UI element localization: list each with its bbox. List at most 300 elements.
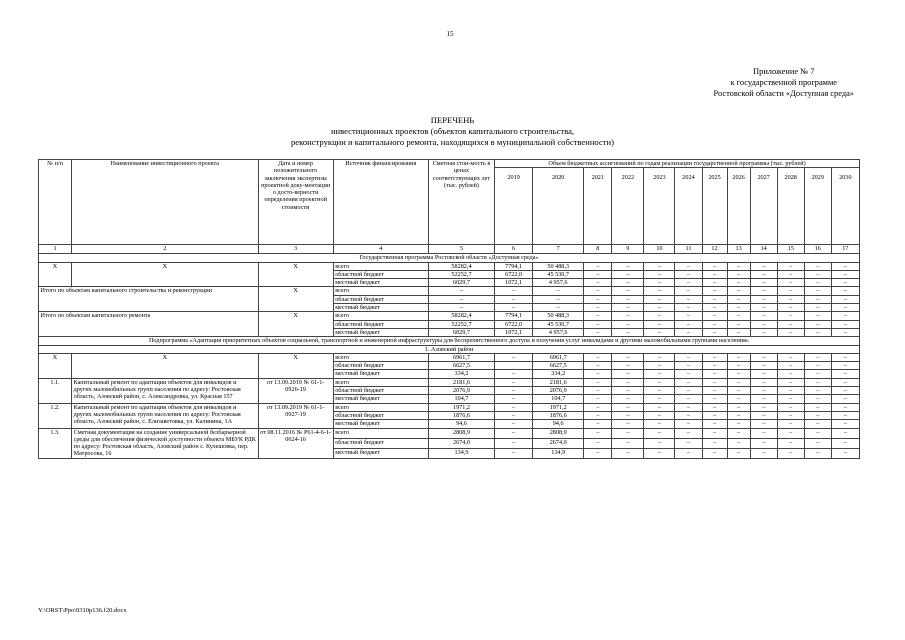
- year-empty-value: –: [675, 304, 702, 312]
- project-row: [39, 428, 860, 438]
- year-2019-value: 6722,0: [495, 320, 533, 328]
- funding-source: всего: [333, 312, 428, 320]
- year-empty-value: –: [804, 328, 831, 336]
- year-empty-value: –: [750, 328, 777, 336]
- year-empty-value: –: [777, 411, 804, 419]
- year-empty-value: –: [584, 411, 612, 419]
- year-empty-value: –: [584, 304, 612, 312]
- year-empty-value: –: [584, 428, 612, 438]
- year-2020-value: 94,6: [533, 420, 584, 428]
- year-empty-value: –: [804, 403, 831, 411]
- year-empty-value: –: [702, 438, 727, 448]
- header-year: 2029: [804, 168, 831, 245]
- year-empty-value: –: [584, 395, 612, 403]
- year-empty-value: –: [612, 270, 644, 278]
- year-empty-value: –: [702, 411, 727, 419]
- funding-source: всего: [333, 428, 428, 438]
- year-empty-value: –: [702, 370, 727, 378]
- year-empty-value: –: [750, 395, 777, 403]
- year-empty-value: –: [831, 395, 859, 403]
- funding-source: областной бюджет: [333, 387, 428, 395]
- year-2019-value: –: [495, 448, 533, 458]
- year-empty-value: –: [702, 320, 727, 328]
- year-empty-value: –: [750, 378, 777, 386]
- column-number: 15: [777, 245, 804, 254]
- year-empty-value: –: [612, 403, 644, 411]
- year-2020-value: 134,9: [533, 448, 584, 458]
- cost-value: 2181,6: [428, 378, 494, 386]
- funding-source: всего: [333, 403, 428, 411]
- year-empty-value: –: [750, 353, 777, 361]
- year-empty-value: –: [702, 448, 727, 458]
- year-empty-value: –: [777, 353, 804, 361]
- column-number: 3: [258, 245, 333, 254]
- column-numbers-row: [39, 245, 860, 254]
- year-empty-value: –: [675, 411, 702, 419]
- year-empty-value: –: [644, 287, 675, 295]
- year-empty-value: –: [804, 270, 831, 278]
- year-empty-value: –: [727, 287, 750, 295]
- funding-source: областной бюджет: [333, 270, 428, 278]
- year-empty-value: –: [702, 428, 727, 438]
- header-year: 2030: [831, 168, 859, 245]
- year-empty-value: –: [727, 353, 750, 361]
- year-empty-value: –: [804, 320, 831, 328]
- project-num: 1.1.: [39, 378, 72, 403]
- year-empty-value: –: [750, 420, 777, 428]
- year-empty-value: –: [750, 312, 777, 320]
- header-year: 2026: [727, 168, 750, 245]
- year-empty-value: –: [831, 403, 859, 411]
- funding-source: областной бюджет: [333, 411, 428, 419]
- year-2020-value: 2076,9: [533, 387, 584, 395]
- year-empty-value: –: [612, 438, 644, 448]
- year-empty-value: –: [644, 279, 675, 287]
- year-empty-value: –: [702, 387, 727, 395]
- header-name: Наименование инвестиционного проекта: [72, 160, 258, 245]
- funding-source: областной бюджет: [333, 295, 428, 303]
- year-empty-value: –: [727, 312, 750, 320]
- cost-value: 2808,9: [428, 428, 494, 438]
- cost-value: 58282,4: [428, 312, 494, 320]
- cost-value: 334,2: [428, 370, 494, 378]
- year-empty-value: –: [675, 438, 702, 448]
- year-empty-value: –: [831, 295, 859, 303]
- year-empty-value: –: [612, 320, 644, 328]
- year-empty-value: –: [804, 295, 831, 303]
- year-empty-value: –: [777, 279, 804, 287]
- year-empty-value: –: [584, 270, 612, 278]
- district-title-row: [39, 345, 860, 353]
- year-2019-value: –: [495, 438, 533, 448]
- year-empty-value: –: [644, 395, 675, 403]
- header-source: Источник финансирования: [333, 160, 428, 245]
- year-2020-value: 50 488,3: [533, 262, 584, 270]
- year-2020-value: 334,2: [533, 370, 584, 378]
- capital-construction-row: [39, 287, 860, 295]
- year-empty-value: –: [750, 279, 777, 287]
- year-2019-value: –: [495, 420, 533, 428]
- year-empty-value: –: [777, 328, 804, 336]
- year-empty-value: –: [727, 262, 750, 270]
- header-date: Дата и номер положительного заключения экспертизы проектной доку-ментации о досто-верности определения проектной стоимости: [258, 160, 333, 245]
- year-empty-value: –: [584, 287, 612, 295]
- district-total-row: [39, 353, 860, 361]
- column-number: 10: [644, 245, 675, 254]
- year-empty-value: –: [777, 304, 804, 312]
- cost-value: 94,6: [428, 420, 494, 428]
- year-empty-value: –: [584, 370, 612, 378]
- year-empty-value: –: [612, 448, 644, 458]
- year-empty-value: –: [750, 387, 777, 395]
- funding-source: всего: [333, 262, 428, 270]
- year-2019-value: –: [495, 428, 533, 438]
- year-empty-value: –: [777, 262, 804, 270]
- cost-value: –: [428, 295, 494, 303]
- year-empty-value: –: [777, 312, 804, 320]
- year-empty-value: –: [750, 270, 777, 278]
- year-empty-value: –: [644, 328, 675, 336]
- year-empty-value: –: [644, 378, 675, 386]
- year-empty-value: –: [584, 320, 612, 328]
- year-empty-value: –: [777, 420, 804, 428]
- appendix-line-2: к государственной программе: [730, 78, 837, 87]
- year-empty-value: –: [750, 448, 777, 458]
- year-empty-value: –: [612, 304, 644, 312]
- cost-value: 134,9: [428, 448, 494, 458]
- year-empty-value: –: [727, 270, 750, 278]
- year-empty-value: –: [831, 262, 859, 270]
- year-empty-value: –: [777, 370, 804, 378]
- year-2020-value: 6961,7: [533, 353, 584, 361]
- year-empty-value: –: [750, 320, 777, 328]
- year-empty-value: –: [644, 420, 675, 428]
- funding-source: местный бюджет: [333, 328, 428, 336]
- year-empty-value: –: [831, 304, 859, 312]
- district-total-num: X: [39, 353, 72, 378]
- year-empty-value: –: [750, 262, 777, 270]
- year-empty-value: –: [777, 403, 804, 411]
- year-empty-value: –: [584, 328, 612, 336]
- year-empty-value: –: [675, 353, 702, 361]
- project-date: от 13.09.2019 № 61-1-0926-19: [258, 378, 333, 403]
- year-empty-value: –: [675, 378, 702, 386]
- year-empty-value: –: [675, 395, 702, 403]
- header-year: 2025: [702, 168, 727, 245]
- header-year: 2023: [644, 168, 675, 245]
- year-2020-value: 4 957,6: [533, 279, 584, 287]
- year-empty-value: –: [727, 420, 750, 428]
- year-empty-value: –: [750, 428, 777, 438]
- cost-value: 58282,4: [428, 262, 494, 270]
- page-number: 15: [446, 30, 454, 38]
- year-empty-value: –: [727, 448, 750, 458]
- program-title-row-text: Государственная программа Ростовской области «Доступная среда»: [39, 254, 860, 262]
- year-empty-value: –: [777, 428, 804, 438]
- year-2019-value: 1072,1: [495, 328, 533, 336]
- project-name: Капитальный ремонт по адаптации объектов для инвалидов и других маломобильных групп населения по адресу: Ростовская область, Азовский район, с. Александровка, ул. Красная 157: [72, 378, 258, 403]
- year-empty-value: –: [612, 295, 644, 303]
- year-2020-value: 104,7: [533, 395, 584, 403]
- year-2020-value: –: [533, 287, 584, 295]
- cost-value: 6029,7: [428, 328, 494, 336]
- capital-construction-date: X: [258, 287, 333, 312]
- year-empty-value: –: [644, 353, 675, 361]
- year-empty-value: –: [612, 262, 644, 270]
- year-empty-value: –: [612, 395, 644, 403]
- district-total-date: X: [258, 353, 333, 378]
- year-empty-value: –: [750, 438, 777, 448]
- column-number: 4: [333, 245, 428, 254]
- year-empty-value: –: [644, 428, 675, 438]
- year-empty-value: –: [675, 370, 702, 378]
- year-2019-value: –: [495, 370, 533, 378]
- year-empty-value: –: [584, 312, 612, 320]
- funding-source: местный бюджет: [333, 420, 428, 428]
- column-number: 2: [72, 245, 258, 254]
- year-empty-value: –: [702, 395, 727, 403]
- year-empty-value: –: [612, 378, 644, 386]
- column-number: 7: [533, 245, 584, 254]
- year-2019-value: 7794,1: [495, 262, 533, 270]
- year-empty-value: –: [644, 312, 675, 320]
- column-number: 16: [804, 245, 831, 254]
- year-empty-value: –: [584, 387, 612, 395]
- year-empty-value: –: [777, 270, 804, 278]
- year-empty-value: –: [702, 420, 727, 428]
- year-empty-value: –: [644, 403, 675, 411]
- funding-source: областной бюджет: [333, 320, 428, 328]
- year-2020-value: 1971,2: [533, 403, 584, 411]
- year-empty-value: –: [702, 403, 727, 411]
- year-empty-value: –: [644, 320, 675, 328]
- year-empty-value: –: [584, 403, 612, 411]
- document-title: [0, 115, 905, 148]
- year-empty-value: –: [727, 362, 750, 370]
- table-body: [39, 254, 860, 458]
- year-empty-value: –: [702, 262, 727, 270]
- year-empty-value: –: [804, 370, 831, 378]
- funding-source: местный бюджет: [333, 304, 428, 312]
- year-empty-value: –: [750, 403, 777, 411]
- year-empty-value: –: [675, 312, 702, 320]
- year-empty-value: –: [831, 279, 859, 287]
- year-2020-value: 4 957,6: [533, 328, 584, 336]
- year-empty-value: –: [675, 328, 702, 336]
- header-cost: Сметная стои-мость в ценах соответствующих лет (тыс. рублей): [428, 160, 494, 245]
- year-empty-value: –: [777, 387, 804, 395]
- year-2020-value: 1876,6: [533, 411, 584, 419]
- year-empty-value: –: [702, 378, 727, 386]
- year-empty-value: –: [612, 387, 644, 395]
- year-empty-value: –: [804, 420, 831, 428]
- year-empty-value: –: [750, 295, 777, 303]
- year-empty-value: –: [584, 262, 612, 270]
- column-number: 11: [675, 245, 702, 254]
- year-2020-value: 6627,5: [533, 362, 584, 370]
- year-empty-value: –: [750, 362, 777, 370]
- year-2019-value: –: [495, 403, 533, 411]
- year-empty-value: –: [777, 287, 804, 295]
- year-empty-value: –: [644, 362, 675, 370]
- header-year: 2019: [495, 168, 533, 245]
- header-year: 2021: [584, 168, 612, 245]
- year-empty-value: –: [702, 362, 727, 370]
- year-empty-value: –: [612, 287, 644, 295]
- funding-source: всего: [333, 287, 428, 295]
- year-empty-value: –: [644, 262, 675, 270]
- year-empty-value: –: [644, 304, 675, 312]
- year-empty-value: –: [584, 448, 612, 458]
- year-empty-value: –: [777, 362, 804, 370]
- header-year: 2022: [612, 168, 644, 245]
- year-empty-value: –: [644, 270, 675, 278]
- year-empty-value: –: [702, 270, 727, 278]
- year-empty-value: –: [675, 428, 702, 438]
- cost-value: 6029,7: [428, 279, 494, 287]
- project-row: [39, 403, 860, 411]
- column-number: 8: [584, 245, 612, 254]
- column-number: 17: [831, 245, 859, 254]
- year-2020-value: 2808,9: [533, 428, 584, 438]
- year-empty-value: –: [727, 378, 750, 386]
- year-2020-value: –: [533, 295, 584, 303]
- funding-source: местный бюджет: [333, 395, 428, 403]
- year-empty-value: –: [831, 312, 859, 320]
- subprogram-title-row-text: Подпрограмма «Адаптация приоритетных объектов социальной, транспортной и инженерной инфраструктуры для беспрепятственного доступа и получения услуг инвалидами и другими маломобильными группами населения»: [39, 337, 860, 345]
- year-empty-value: –: [750, 411, 777, 419]
- year-empty-value: –: [644, 295, 675, 303]
- year-empty-value: –: [804, 395, 831, 403]
- year-empty-value: –: [777, 395, 804, 403]
- project-name: Капитальный ремонт по адаптации объектов для инвалидов и других маломобильных групп населения по адресу: Ростовская область, Азовский район, с. Елизаветовка, ул. Калинина, 1А: [72, 403, 258, 428]
- column-number: 1: [39, 245, 72, 254]
- year-empty-value: –: [612, 428, 644, 438]
- year-empty-value: –: [750, 370, 777, 378]
- year-empty-value: –: [675, 295, 702, 303]
- year-empty-value: –: [831, 370, 859, 378]
- year-empty-value: –: [727, 328, 750, 336]
- header-num: № п/п: [39, 160, 72, 245]
- program-title-row: [39, 254, 860, 262]
- year-2019-value: –: [495, 353, 533, 361]
- capital-repair-name: Итого по объектам капитального ремонта: [39, 312, 259, 337]
- cost-value: 1876,6: [428, 411, 494, 419]
- year-empty-value: –: [727, 403, 750, 411]
- year-empty-value: –: [584, 279, 612, 287]
- cost-value: 2674,0: [428, 438, 494, 448]
- header-year: 2020: [533, 168, 584, 245]
- year-empty-value: –: [702, 295, 727, 303]
- year-empty-value: –: [804, 304, 831, 312]
- year-2019-value: –: [495, 295, 533, 303]
- column-number: 13: [727, 245, 750, 254]
- year-empty-value: –: [727, 428, 750, 438]
- year-empty-value: –: [831, 448, 859, 458]
- year-empty-value: –: [727, 320, 750, 328]
- year-empty-value: –: [612, 362, 644, 370]
- year-2019-value: 6722,0: [495, 270, 533, 278]
- year-2020-value: 2181,6: [533, 378, 584, 386]
- year-empty-value: –: [777, 438, 804, 448]
- year-empty-value: –: [831, 287, 859, 295]
- year-empty-value: –: [612, 420, 644, 428]
- subprogram-title-row: [39, 337, 860, 345]
- year-empty-value: –: [612, 411, 644, 419]
- year-empty-value: –: [727, 370, 750, 378]
- year-empty-value: –: [804, 362, 831, 370]
- year-empty-value: –: [612, 370, 644, 378]
- year-2019-value: 7794,1: [495, 312, 533, 320]
- year-2020-value: 50 488,3: [533, 312, 584, 320]
- column-number: 5: [428, 245, 494, 254]
- year-empty-value: –: [675, 279, 702, 287]
- year-empty-value: –: [644, 387, 675, 395]
- year-empty-value: –: [750, 287, 777, 295]
- year-2019-value: –: [495, 304, 533, 312]
- year-2019-value: –: [495, 395, 533, 403]
- district-title-row-text: 1. Азовский район: [39, 345, 860, 353]
- year-empty-value: –: [804, 428, 831, 438]
- year-empty-value: –: [584, 438, 612, 448]
- header-row: [39, 160, 860, 168]
- year-empty-value: –: [831, 411, 859, 419]
- year-empty-value: –: [804, 448, 831, 458]
- year-empty-value: –: [727, 438, 750, 448]
- year-empty-value: –: [727, 279, 750, 287]
- year-empty-value: –: [777, 320, 804, 328]
- year-2019-value: 1072,1: [495, 279, 533, 287]
- year-2020-value: 45 530,7: [533, 320, 584, 328]
- funding-source: всего: [333, 353, 428, 361]
- district-total-name: X: [72, 353, 258, 378]
- year-empty-value: –: [804, 438, 831, 448]
- year-2020-value: 2674,0: [533, 438, 584, 448]
- year-2019-value: –: [495, 387, 533, 395]
- funding-source: местный бюджет: [333, 448, 428, 458]
- year-empty-value: –: [831, 362, 859, 370]
- year-empty-value: –: [644, 438, 675, 448]
- year-empty-value: –: [831, 353, 859, 361]
- year-2020-value: –: [533, 304, 584, 312]
- year-2019-value: [495, 362, 533, 370]
- year-empty-value: –: [675, 403, 702, 411]
- title-line-2: инвестиционных проектов (объектов капитального строительства,: [330, 126, 575, 136]
- year-empty-value: –: [727, 411, 750, 419]
- cost-value: –: [428, 287, 494, 295]
- year-empty-value: –: [727, 395, 750, 403]
- cost-value: 1971,2: [428, 403, 494, 411]
- year-empty-value: –: [804, 378, 831, 386]
- program-total-num: X: [39, 262, 72, 287]
- year-empty-value: –: [831, 438, 859, 448]
- year-empty-value: –: [675, 420, 702, 428]
- year-empty-value: –: [702, 304, 727, 312]
- year-2019-value: –: [495, 287, 533, 295]
- investment-projects-table: [38, 159, 860, 459]
- project-date: от 08.11.2016 № Р61-4-6-1-0624-16: [258, 428, 333, 458]
- year-empty-value: –: [804, 262, 831, 270]
- year-empty-value: –: [831, 428, 859, 438]
- year-2019-value: –: [495, 411, 533, 419]
- year-empty-value: –: [702, 287, 727, 295]
- project-row: [39, 378, 860, 386]
- year-2020-value: 45 530,7: [533, 270, 584, 278]
- file-path-footer: Y:\ORST\Ppo\0310p136.f20.docx: [38, 607, 127, 614]
- column-number: 14: [750, 245, 777, 254]
- year-empty-value: –: [675, 387, 702, 395]
- year-empty-value: –: [702, 279, 727, 287]
